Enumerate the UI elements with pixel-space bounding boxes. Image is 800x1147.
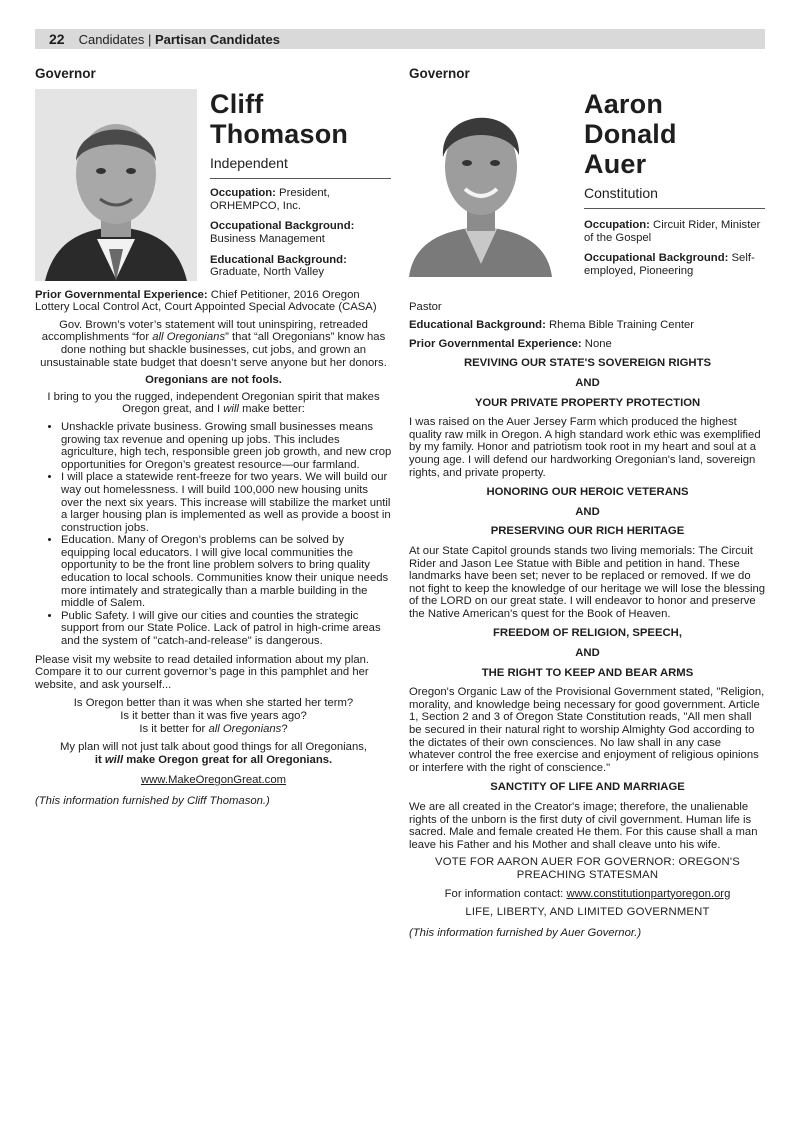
furnished-note: (This information furnished by Auer Governor.) — [409, 926, 642, 939]
list-item: • Unshackle private business. Growing small businesses means growing tax revenue and opening up jobs. This includes agriculture, high tech, responsible green job growth, and new crop opportunities for Oregon’s greatest resource—our farmland. — [61, 421, 392, 471]
contact-link[interactable]: www.constitutionpartyoregon.org — [566, 887, 731, 900]
section-heading: YOUR PRIVATE PROPERTY PROTECTION — [474, 396, 701, 409]
page-number: 22 — [49, 31, 65, 47]
section-heading: HONORING OUR HEROIC VETERANS — [486, 486, 689, 499]
not-fools-heading: Oregonians are not fools. — [145, 374, 282, 387]
candidate-name-middle: Donald — [584, 118, 677, 149]
motto: LIFE, LIBERTY, AND LIMITED GOVERNMENT — [465, 906, 710, 919]
occupational-background: Occupational Background: Business Management — [210, 220, 355, 245]
website-link[interactable]: www.MakeOregonGreat.com — [140, 774, 287, 787]
list-item: • Education. Many of Oregon’s problems can be solved by equipping local educators. I will give local communities the opportunity to be the front line problem solvers to bring quality education to local schools. Communities know their unique needs more intimately and strategically than a marble building in the middle of Salem. — [61, 534, 392, 610]
candidate-name-first: Cliff — [210, 88, 264, 119]
occupational-background: Occupational Background: Self-employed, Pioneering — [584, 252, 755, 277]
office-title: Governor — [35, 66, 96, 81]
educational-background: Educational Background: Graduate, North Valley — [210, 253, 347, 279]
occupation: Occupation: President, ORHEMPCO, Inc. — [210, 187, 330, 212]
questions: Is Oregon better than it was when she started her term? Is it better than it was five years ago? Is it better for all Oregonians? — [73, 697, 354, 735]
section-label: Candidates | — [78, 32, 152, 47]
intro-paragraph: Gov. Brown’s voter’s statement will tout uninspiring, retreaded accomplishments “for all Oregonians” that “all Oregonians” know has done nothing but shackle businesses, cut jobs, and grown an unsustainable state budget that doesn’t serve anyone but her donors. — [40, 318, 387, 369]
plan-bullets — [35, 421, 392, 648]
farm-paragraph: I was raised on the Auer Jersey Farm which produced the highest quality raw milk in Oregon. A high standard work ethic was exemplified by my family. Honor and patriotism took root in my heart and soul at a young age. I will defend our hardworking Oregonian's land, sovereign rights, and private property. — [409, 416, 761, 479]
vote-statement: VOTE FOR AARON AUER FOR GOVERNOR: OREGON'S PREACHING STATESMAN — [435, 856, 740, 881]
party-label: Constitution — [584, 187, 765, 210]
subsection-label: Partisan Candidates — [154, 32, 280, 47]
freedom-paragraph: Oregon's Organic Law of the Provisional Government stated, "Religion, morality, and knowledge being necessary for good government. Article 1, Section 2 and 3 of Oregon State Constitution reads, "All men shall be secured in their natural right to worship Almighty God according to the dictates of their own consciences. No law shall in any case whatever control the free exercise and enjoyment of religious opinions or interfere with the right of conscience." — [409, 686, 765, 774]
page-header — [35, 29, 765, 49]
contact-line: For information contact: www.constitutionpartyoregon.org — [444, 887, 731, 900]
visit-paragraph: Please visit my website to read detailed information about my plan. Compare it to our current governor’s page in this pamphlet and her website, and ask yourself... — [35, 653, 370, 691]
prior-experience: Prior Governmental Experience: Chief Petitioner, 2016 Oregon Lottery Local Control Act, Court Appointed Special Advocate (CASA) — [35, 288, 377, 314]
candidate-name-last: Auer — [584, 148, 647, 179]
list-item: • Public Safety. I will give our cities and counties the strategic support from our State Police. Lack of patrol in high-crime areas and the system of "catch-and-release" is dangerous. — [61, 610, 392, 648]
furnished-note: (This information furnished by Cliff Thomason.) — [35, 794, 270, 807]
plan-statement: My plan will not just talk about good things for all Oregonians, it will make Oregon great for all Oregonians. — [59, 741, 368, 766]
prior-experience: Prior Governmental Experience: None — [409, 337, 612, 350]
list-item: • I will place a statewide rent-freeze for two years. We will build our way out homelessness. I will build 100,000 new housing units over the next six years. This increase will stabilize the market until a larger housing plan is implemented as well as provide a boost in construction jobs. — [61, 471, 392, 534]
section-heading: AND — [575, 376, 600, 389]
heritage-paragraph: At our State Capitol grounds stands two living memorials: The Circuit Rider and Jason Lee Statue with Bible and petition in hand. These landmarks have been set; never to be replaced or removed. If we do not fight to keep the knowledge of our heritage we will lose the blessing of the LORD on our great state. I will endeavor to honor and preserve the Native American's quest for the Book of Heaven. — [409, 544, 766, 620]
section-heading: REVIVING OUR STATE'S SOVEREIGN RIGHTS — [463, 357, 712, 370]
office-title: Governor — [409, 66, 470, 81]
candidate-photo — [409, 89, 552, 277]
life-paragraph: We are all created in the Creator's image; therefore, the unalienable rights of the unborn is the first duty of civil government. Human life is sacred. Male and female created He them. For this cause shall a man leave his Father and his Mother and shall cleave unto his wife. — [409, 801, 758, 851]
party-label: Independent — [210, 157, 391, 180]
occupational-background-cont: Pastor — [409, 300, 442, 313]
section-heading: AND — [575, 505, 600, 518]
bring-paragraph: I bring to you the rugged, independent Oregonian spirit that makes Oregon great, and I will make better: — [47, 390, 380, 416]
candidate-name-last: Thomason — [210, 118, 349, 149]
section-heading: PRESERVING OUR RICH HERITAGE — [490, 525, 685, 538]
section-heading: THE RIGHT TO KEEP AND BEAR ARMS — [481, 666, 694, 679]
candidate-column-auer — [409, 68, 766, 944]
candidate-column-thomason — [35, 68, 392, 813]
candidate-photo — [35, 89, 197, 281]
section-heading: AND — [575, 647, 600, 660]
section-heading: SANCTITY OF LIFE AND MARRIAGE — [490, 781, 685, 794]
educational-background: Educational Background: Rhema Bible Training Center — [409, 319, 695, 332]
candidate-name-first: Aaron — [584, 88, 664, 119]
section-heading: FREEDOM OF RELIGION, SPEECH, — [493, 627, 682, 640]
occupation: Occupation: Circuit Rider, Minister of the Gospel — [584, 219, 761, 244]
